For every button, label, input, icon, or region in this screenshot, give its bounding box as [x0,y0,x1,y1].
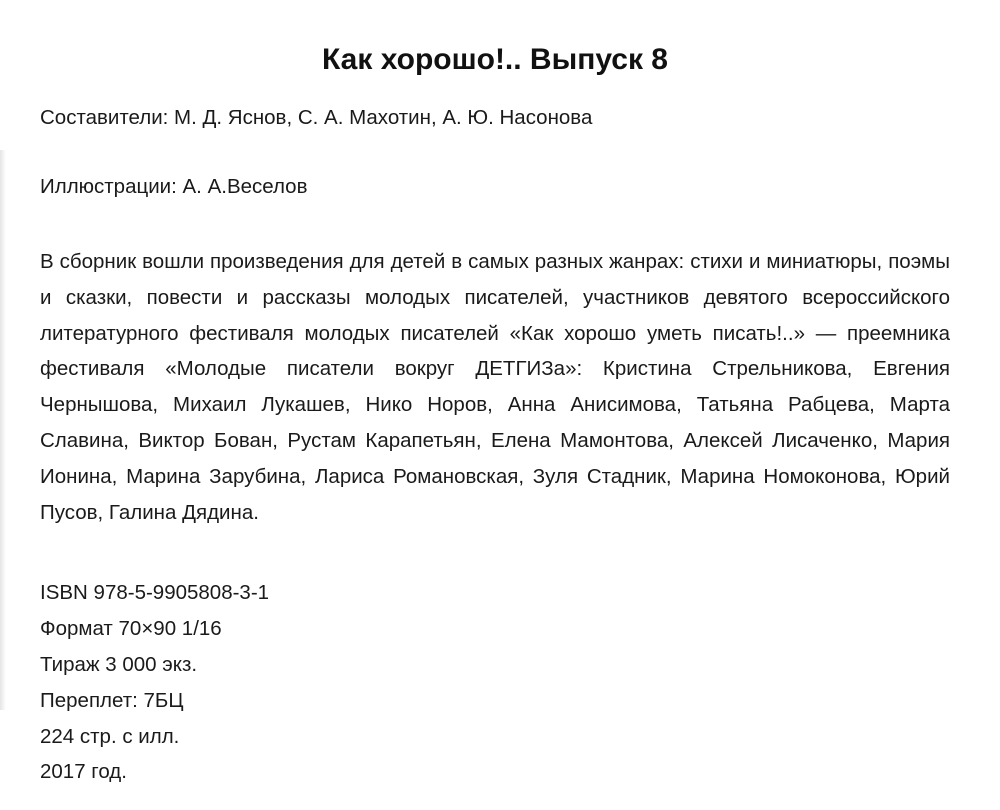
print-run-line: Тираж 3 000 экз. [40,652,198,676]
illustrations-line: Иллюстрации: А. А.Веселов [40,175,308,198]
book-details [40,40,950,790]
book-title: Как хорошо!.. Выпуск 8 [321,43,668,76]
binding-line: Переплет: 7БЦ [40,688,184,712]
format-line: Формат 70×90 1/16 [40,617,222,641]
page-edge-shadow [0,150,6,710]
book-specs [40,575,950,790]
pages-line: 224 стр. с илл. [40,724,180,748]
compilers-line: Составители: М. Д. Яснов, С. А. Махотин, А. Ю. Насонова [40,106,593,129]
year-line: 2017 год. [40,760,127,784]
isbn-line: ISBN 978-5-9905808-3-1 [40,581,270,605]
book-description: В сборник вошли произведения для детей в самых разных жанрах: стихи и миниатюры, поэмы и сказки, повести и рассказы молодых писателей, участников девятого всероссийского литературного фестиваля молодых писателей «Как хорошо уметь писать!..» — преемника фестиваля «Молодые писатели вокруг ДЕТГИЗа»: Кристина Стрельникова, Евгения Чернышова, Михаил Лукашев, Нико Норов, Анна Анисимова, Татьяна Рабцева, Марта Славина, Виктор Бован, Рустам Карапетьян, Елена Мамонтова, Алексей Лисаченко, Мария Ионина, Марина Зарубина, Лариса Романовская, Зуля Стадник, Марина Номоконова, Юрий Пусов, Галина Дядина. [40,250,950,524]
